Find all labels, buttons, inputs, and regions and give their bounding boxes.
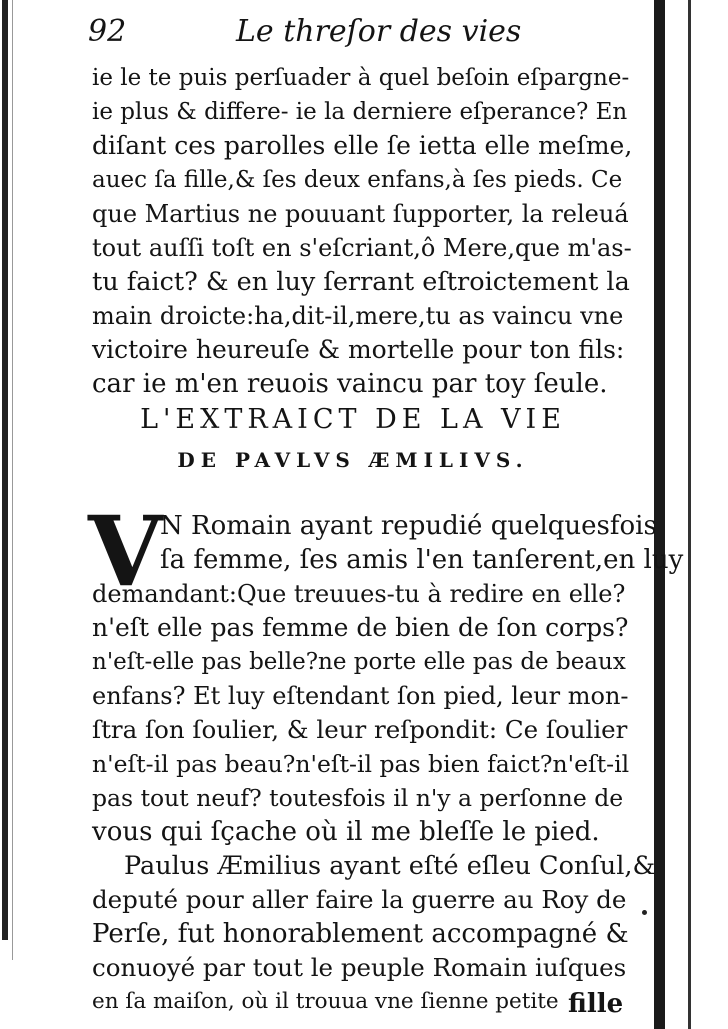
text-line: car ie m'en reuois vaincu par toy ſeule. bbox=[92, 369, 608, 399]
scan-edge-left-thin bbox=[12, 0, 13, 960]
text-line: vous qui ſçache où il me bleſſe le pied. bbox=[92, 817, 600, 847]
section-subtitle: DE PAVLVS ÆMILIVS. bbox=[177, 448, 529, 472]
text-line: tout auſſi toſt en s'eſcriant,ô Mere,que m'as- bbox=[92, 234, 632, 262]
text-line: N Romain ayant repudié quelquesfois bbox=[160, 511, 657, 541]
text-line: en ſa maiſon, où il trouua vne ſienne petite bbox=[92, 989, 559, 1014]
text-line: tu faict? & en luy ſerrant eſtroictement la bbox=[92, 267, 630, 297]
text-line: n'eſt-elle pas belle?ne porte elle pas de beaux bbox=[92, 649, 626, 675]
text-line: main droicte:ha,dit-il,mere,tu as vaincu vne bbox=[92, 302, 624, 330]
text-line: ie le te puis perſuader à quel beſoin eſpargne- bbox=[92, 65, 630, 91]
text-line: n'eſt-il pas beau?n'eſt-il pas bien faict?n'eſt-il bbox=[92, 750, 630, 778]
text-line: n'eſt elle pas femme de bien de ſon corps? bbox=[92, 613, 629, 642]
text-line: diſant ces parolles elle ſe ietta elle meſme, bbox=[92, 131, 633, 160]
text-line: ſa femme, ſes amis l'en tanſerent,en luy bbox=[160, 545, 684, 575]
text-line: Perſe, fut honorablement accompagné & bbox=[92, 919, 629, 949]
page-number: 92 bbox=[88, 14, 127, 49]
text-line: ſtra ſon ſoulier, & leur reſpondit: Ce ſoulier bbox=[92, 715, 628, 744]
ink-dot bbox=[642, 910, 647, 915]
text-line: Paulus Æmilius ayant eſté eſleu Conſul,& bbox=[124, 851, 656, 881]
text-line: pas tout neuf? toutesfois il n'y a perſonne de bbox=[92, 784, 624, 812]
text-line: victoire heureuſe & mortelle pour ton fils: bbox=[92, 335, 625, 364]
text-line: ie plus & differe- ie la derniere eſperance? En bbox=[92, 99, 628, 125]
running-title: Le threſor des vies bbox=[236, 14, 522, 49]
running-header bbox=[88, 12, 628, 52]
text-line: auec ſa fille,& ſes deux enfans,à ſes pieds. Ce bbox=[92, 167, 623, 193]
text-line: enfans? Et luy eſtendant ſon pied, leur mon- bbox=[92, 682, 629, 710]
text-line: deputé pour aller faire la guerre au Roy de bbox=[92, 885, 627, 914]
section-title: L'EXTRAICT DE LA VIE bbox=[140, 404, 566, 435]
text-line: demandant:Que treuues-tu à redire en elle? bbox=[92, 580, 626, 608]
drop-cap: V bbox=[88, 495, 163, 608]
catchword: fille bbox=[568, 989, 624, 1019]
text-line: que Martius ne pouuant ſupporter, la releuá bbox=[92, 200, 629, 228]
scan-edge-left bbox=[2, 0, 8, 940]
text-line: conuoyé par tout le peuple Romain iuſques bbox=[92, 953, 627, 982]
